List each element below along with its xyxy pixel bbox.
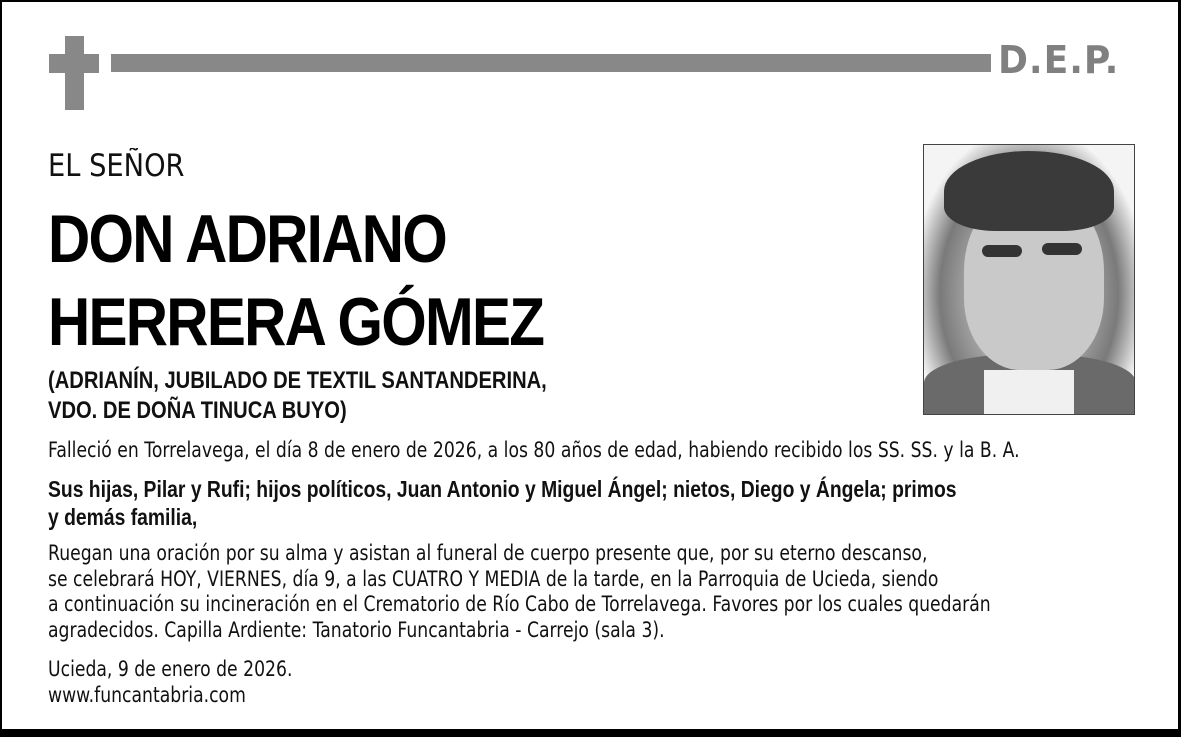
header-rule — [111, 54, 991, 72]
photo-brow-left — [982, 245, 1022, 257]
photo-collar — [984, 370, 1074, 415]
title-label: EL SEÑOR — [48, 148, 185, 184]
funeral-request — [48, 541, 991, 643]
alias-line-2: VDO. DE DOÑA TINUCA BUYO) — [48, 397, 347, 424]
request-line-3: a continuación su incineración en el Crematorio de Río Cabo de Torrelavega. Favores por los cuales quedarán — [48, 592, 991, 616]
place-date: Ucieda, 9 de enero de 2026. — [48, 657, 293, 681]
cross-icon-bar — [49, 54, 99, 73]
portrait-photo — [923, 144, 1135, 415]
request-line-1: Ruegan una oración por su alma y asistan al funeral de cuerpo presente que, por su eterno descanso, — [48, 541, 928, 565]
death-notice: Falleció en Torrelavega, el día 8 de enero de 2026, a los 80 años de edad, habiendo recibido los SS. SS. y la B. A. — [48, 438, 1020, 462]
name-line-1: DON ADRIANO — [48, 201, 447, 277]
photo-hair — [944, 151, 1114, 231]
obituary-card — [2, 2, 1178, 729]
photo-brow-right — [1042, 243, 1082, 255]
family-list — [48, 475, 957, 531]
website-link[interactable]: www.funcantabria.com — [48, 682, 246, 707]
request-line-2: se celebrará HOY, VIERNES, día 9, a las CUATRO Y MEDIA de la tarde, en la Parroquia de Ucieda, siendo — [48, 566, 939, 591]
deceased-name — [48, 198, 543, 364]
alias-text — [48, 366, 547, 426]
alias-line-1: (ADRIANÍN, JUBILADO DE TEXTIL SANTANDERINA, — [48, 367, 547, 394]
family-line-2: y demás familia, — [48, 504, 198, 530]
name-line-2: HERRERA GÓMEZ — [48, 284, 544, 360]
request-line-4: agradecidos. Capilla Ardiente: Tanatorio Funcantabria - Carrejo (sala 3). — [48, 617, 665, 642]
dep-label: D.E.P. — [998, 38, 1120, 82]
closing — [48, 657, 292, 708]
bottom-border — [0, 729, 1181, 737]
family-line-1: Sus hijas, Pilar y Rufi; hijos políticos, Juan Antonio y Miguel Ángel; nietos, Diego y Ángela; primos — [48, 476, 957, 502]
cross-icon — [65, 36, 84, 110]
